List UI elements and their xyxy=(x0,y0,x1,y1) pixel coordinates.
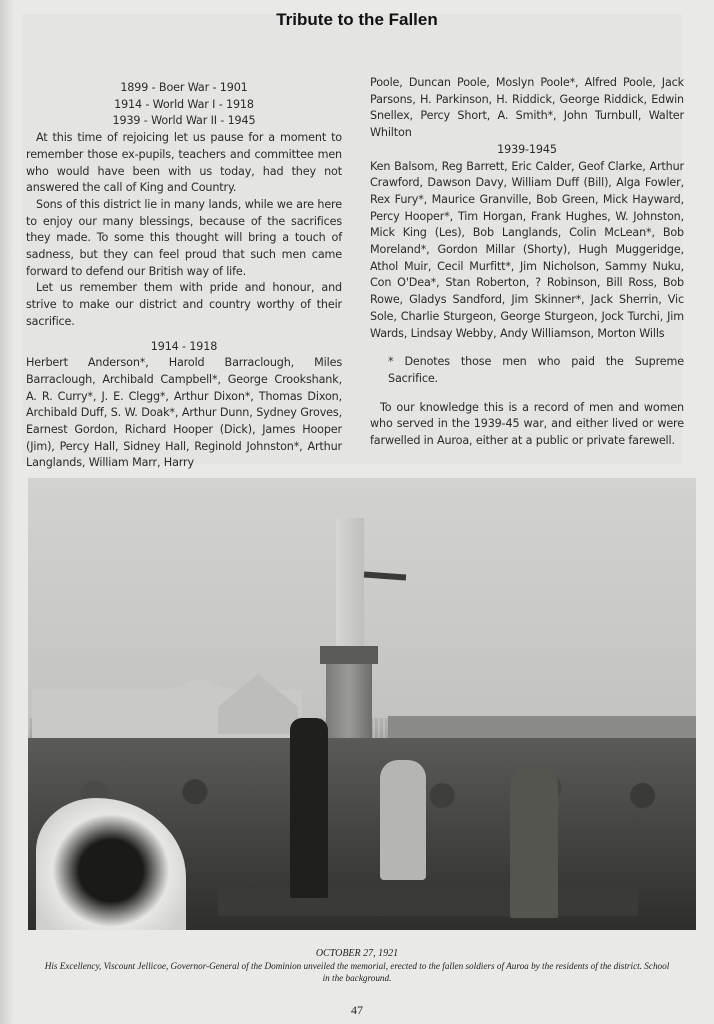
spacer xyxy=(26,331,342,339)
ww2-heading: 1939-1945 xyxy=(497,142,557,156)
intro-paragraph-3: Let us remember them with pride and honour, and strive to make our district and country worthy of their sacrifice. xyxy=(26,281,342,328)
intro-paragraph-2: Sons of this district lie in many lands, while we are here to enjoy our many blessings, because of the sacrifices they made. To some this thought will bring a touch of sadness, but they can feel proud that such men came forward to defend our British way of life. xyxy=(26,197,342,278)
page-title: Tribute to the Fallen xyxy=(276,10,438,29)
caption-text: His Excellency, Viscount Jellicoe, Governor-General of the Dominion unveiled the memorial, erected to the fallen soldiers of Auroa by the residents of the district. School in the background. xyxy=(44,961,670,983)
footnote: * Denotes those men who paid the Supreme Sacrifice. xyxy=(388,355,684,385)
ww1-heading: 1914 - 1918 xyxy=(150,339,218,353)
photo-memorial-statue xyxy=(336,518,364,648)
war-ww1: 1914 - World War I - 1918 xyxy=(114,97,254,111)
page-edge-shadow xyxy=(0,0,14,1024)
left-column xyxy=(26,80,342,472)
photo-woman-figure xyxy=(380,760,426,880)
photo-column-capital xyxy=(320,646,378,664)
right-column xyxy=(370,75,684,450)
war-list xyxy=(26,80,342,130)
photo-elderly-man xyxy=(510,768,558,918)
photo-viscount-jellicoe xyxy=(290,718,328,898)
ww2-names: Ken Balsom, Reg Barrett, Eric Calder, Geof Clarke, Arthur Crawford, Dawson Davy, William Duff (Bill), Alga Fowler, Rex Fury*, Maurice Granville, Bob Green, Mick Hayward, Percy Hooper*, Tim Horgan, Frank Hughes, W. Johnston, Mick King (Les), Bob Langlands, Colin McLean*, Bob Moreland*, Gordon Millar (Shorty), Hugh Muggeridge, Athol Muir, Cecil Murfitt*, Jim Nicholson, Sammy Nuku, Con O'Dea*, Stan Roberton, ? Robinson, Bill Ross, Bob Rowe, Gladys Sandford, Jim Skinner*, Jack Sherrin, Vic Sole, Charlie Sturgeon, George Sturgeon, Jock Turchi, Jim Wards, Lindsay Webby, Andy Williamson, Morton Wills xyxy=(370,159,684,340)
caption-date: OCTOBER 27, 1921 xyxy=(315,948,399,959)
photo-platform xyxy=(218,888,638,916)
closing-paragraph: To our knowledge this is a record of men and women who served in the 1939-45 war, and either lived or were farwelled in Auroa, either at a public or private farewell. xyxy=(370,400,684,448)
war-boer: 1899 - Boer War - 1901 xyxy=(120,81,248,94)
photo-caption xyxy=(0,948,714,984)
ww1-names-part1: Herbert Anderson*, Harold Barraclough, Miles Barraclough, Archibald Campbell*, George Crookshank, A. R. Curry*, J. E. Clegg*, Arthur Dixon*, Thomas Dixon, Archibald Duff, S. W. Doak*, Arthur Dunn, Sydney Groves, Earnest Gordon, Richard Hooper (Dick), James Hooper (Jim), Percy Hall, Sidney Hall, Reginold Johnston*, Arthur Langlands, William Marr, Harry xyxy=(26,356,342,470)
intro-paragraph-1: At this time of rejoicing let us pause for a moment to remember those ex-pupils, teachers and committee men who would have been with us today, had they not answered the call of King and Country. xyxy=(26,131,342,195)
page-number: 47 xyxy=(351,1003,363,1017)
spacer xyxy=(370,342,684,354)
spacer xyxy=(370,388,684,400)
ww1-names-part2: Poole, Duncan Poole, Moslyn Poole*, Alfred Poole, Jack Parsons, H. Parkinson, H. Riddick, George Riddick, Edwin Snellex, Percy Short, A. Smith*, John Turnbull, Walter Whilton xyxy=(370,76,684,140)
war-ww2: 1939 - World War II - 1945 xyxy=(112,114,256,128)
memorial-photograph xyxy=(28,478,696,930)
